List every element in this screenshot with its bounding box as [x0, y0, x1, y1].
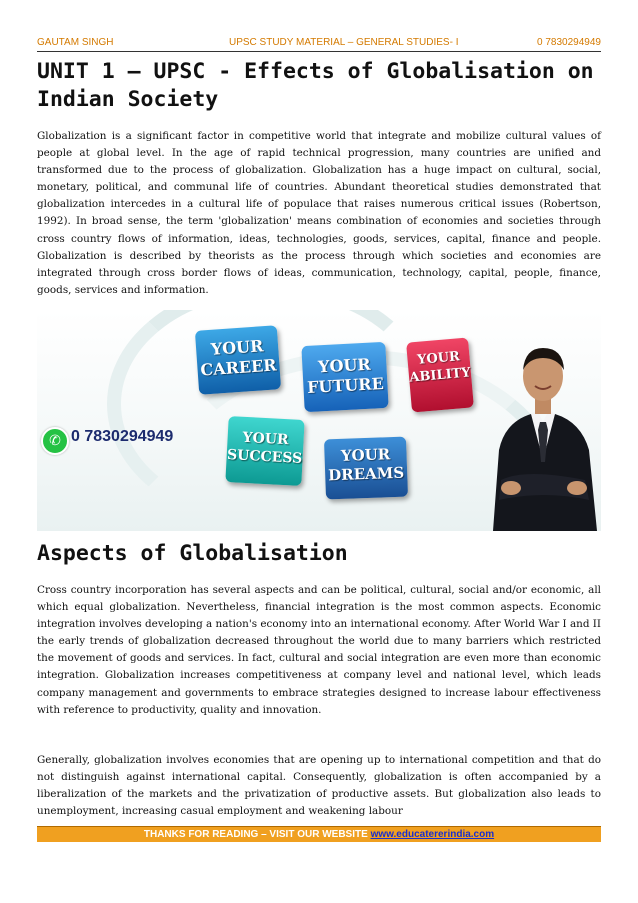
footer-text: THANKS FOR READING – VISIT OUR WEBSITE — [143, 829, 371, 840]
whatsapp-icon: ✆ — [41, 427, 69, 455]
tile-your-success: YOUR SUCCESS — [225, 416, 304, 486]
header-author: GAUTAM SINGH — [37, 37, 114, 48]
tile-your-career: YOUR CAREER — [195, 325, 281, 395]
tile-your-ability: YOUR ABILITY — [406, 337, 474, 412]
aspects-paragraph-2: Generally, globalization involves economies that are opening up to international competition and that do not distinguish against international capital. Consequently, globalization is often accompanied by a liberalization of the markets and the privatization of productive assets. But globalization also leads to unemployment, increasing casual employment and weakening labour — [37, 754, 601, 818]
banner-phone-number: 0 7830294949 — [71, 428, 174, 445]
tile-your-dreams: YOUR DREAMS — [324, 437, 408, 500]
footer-website-link[interactable]: www.educatererindia.com — [370, 829, 495, 840]
page-header — [37, 36, 601, 52]
intro-paragraph: Globalization is a significant factor in competitive world that integrate and mobilize cultural values of people at global level. In the age of rapid technical progression, many countries are unified and transformed due to the process of globalization. Globalization has a huge impact on cultural, social, monetary, political, and communal life of countries. Abundant theoretical studies demonstrated that globalization intercedes in a cultural life of populace that raises numerous critical issues (Robertson, 1992). In broad sense, the term 'globalization' means combination of economies and societies through cross country flows of information, ideas, technologies, goods, services, capital, finance and people. Globalization is described by theorists as the process through which societies and economies are integrated through cross border flows of ideas, communication, technology, capital, people, finance, goods, services and information. — [37, 130, 601, 296]
header-phone: 0 7830294949 — [537, 37, 601, 48]
tile-your-future: YOUR FUTURE — [301, 342, 388, 412]
page-title: UNIT 1 – UPSC - Effects of Globalisation on Indian Society — [37, 59, 594, 112]
page-footer — [37, 826, 601, 842]
person-photo — [485, 330, 601, 531]
section-heading-aspects: Aspects of Globalisation — [37, 541, 348, 566]
promo-banner-image — [37, 310, 601, 531]
aspects-paragraph-1: Cross country incorporation has several aspects and can be political, cultural, social and/or economic, all which equal globalization. Nevertheless, financial integration is the most common aspects. Economic integration involves developing a nation's economy into an international economy. After World War I and II the early trends of globalization decreased throughout the world due to many barriers which restricted the movement of goods and services. In fact, cultural and social integration are even more than economic integration. Globalization increases competitiveness at company level and national level, which leads company management and governments to embrace strategies designed to increase labour effectiveness with reference to productivity, quality and innovation. — [37, 584, 602, 716]
header-material: UPSC STUDY MATERIAL – GENERAL STUDIES- I — [229, 37, 459, 48]
